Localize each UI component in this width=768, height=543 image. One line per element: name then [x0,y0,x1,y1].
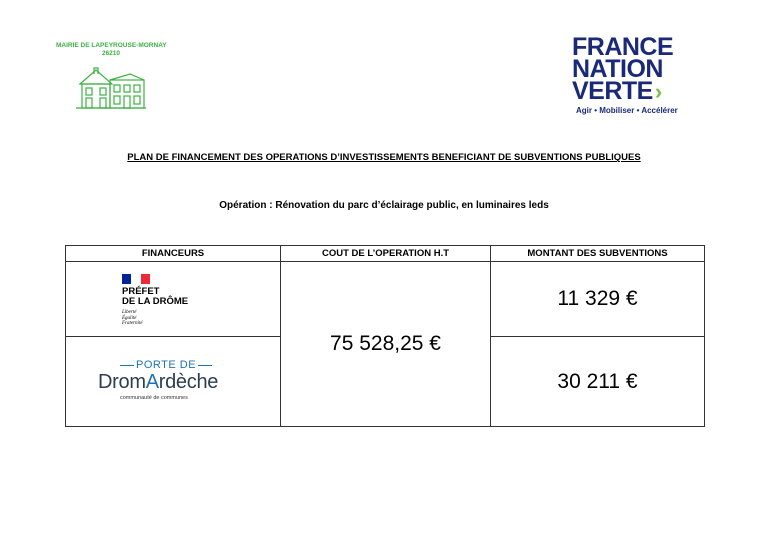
cout-operation-value: 75 528,25 € [281,262,491,427]
mairie-name: MAIRIE DE LAPEYROUSE-MORNAY [56,42,167,49]
financeur-prefet-cell [66,262,281,337]
mairie-postcode: 26210 [101,50,121,57]
fnv-word-verte [572,77,692,105]
operation-label: Opération : Rénovation du parc d’éclairage public, en luminaires leds [219,200,549,211]
table-row [66,262,705,337]
financeur-dromardeche-cell [66,337,281,427]
header-cout: COUT DE L’OPERATION H.T [281,246,491,262]
brand-part-c: rdèche [158,371,219,393]
prefet-name-line1: PRÉFET [122,286,160,297]
header-montant: MONTANT DES SUBVENTIONS [491,246,705,262]
prefet-name [122,287,188,307]
mairie-logo [56,42,166,112]
motto-egalite: Égalité [122,315,137,321]
page-title: PLAN DE FINANCEMENT DES OPERATIONS D’INVESTISSEMENTS BENEFICIANT DE SUBVENTIONS PUBLIQUES [127,152,641,163]
motto-liberte: Liberté [122,310,137,315]
france-nation-verte-logo [572,33,692,115]
prefet-drome-logo [66,262,280,336]
prefet-motto [122,310,143,327]
porte-de-text: PORTE DE [136,359,197,371]
prefet-name-line2: DE LA DRÔME [122,296,189,307]
table-header-row [66,246,705,262]
fnv-word-nation: NATION [572,55,663,83]
fnv-word-verte-text: VERTE [572,77,653,105]
dromardeche-subtitle: communauté de communes [120,395,188,401]
motto-fraternite: Fraternité [122,321,143,326]
fnv-word-france: FRANCE [572,33,674,61]
dromardeche-brand [98,371,218,394]
french-flag-icon [122,274,150,284]
montant-dromardeche-value: 30 211 € [491,337,705,427]
brand-part-b: A [145,371,159,393]
fnv-tagline: Agir • Mobiliser • Accélérer [576,106,678,115]
financing-table [65,245,705,427]
brand-part-a: Drom [98,371,146,393]
chevron-right-icon: › [654,79,662,104]
town-hall-icon [74,62,148,112]
header-financeurs: FINANCEURS [66,246,281,262]
porte-dromardeche-logo [66,337,280,426]
montant-prefet-value: 11 329 € [491,262,705,337]
porte-de-label [118,359,214,371]
